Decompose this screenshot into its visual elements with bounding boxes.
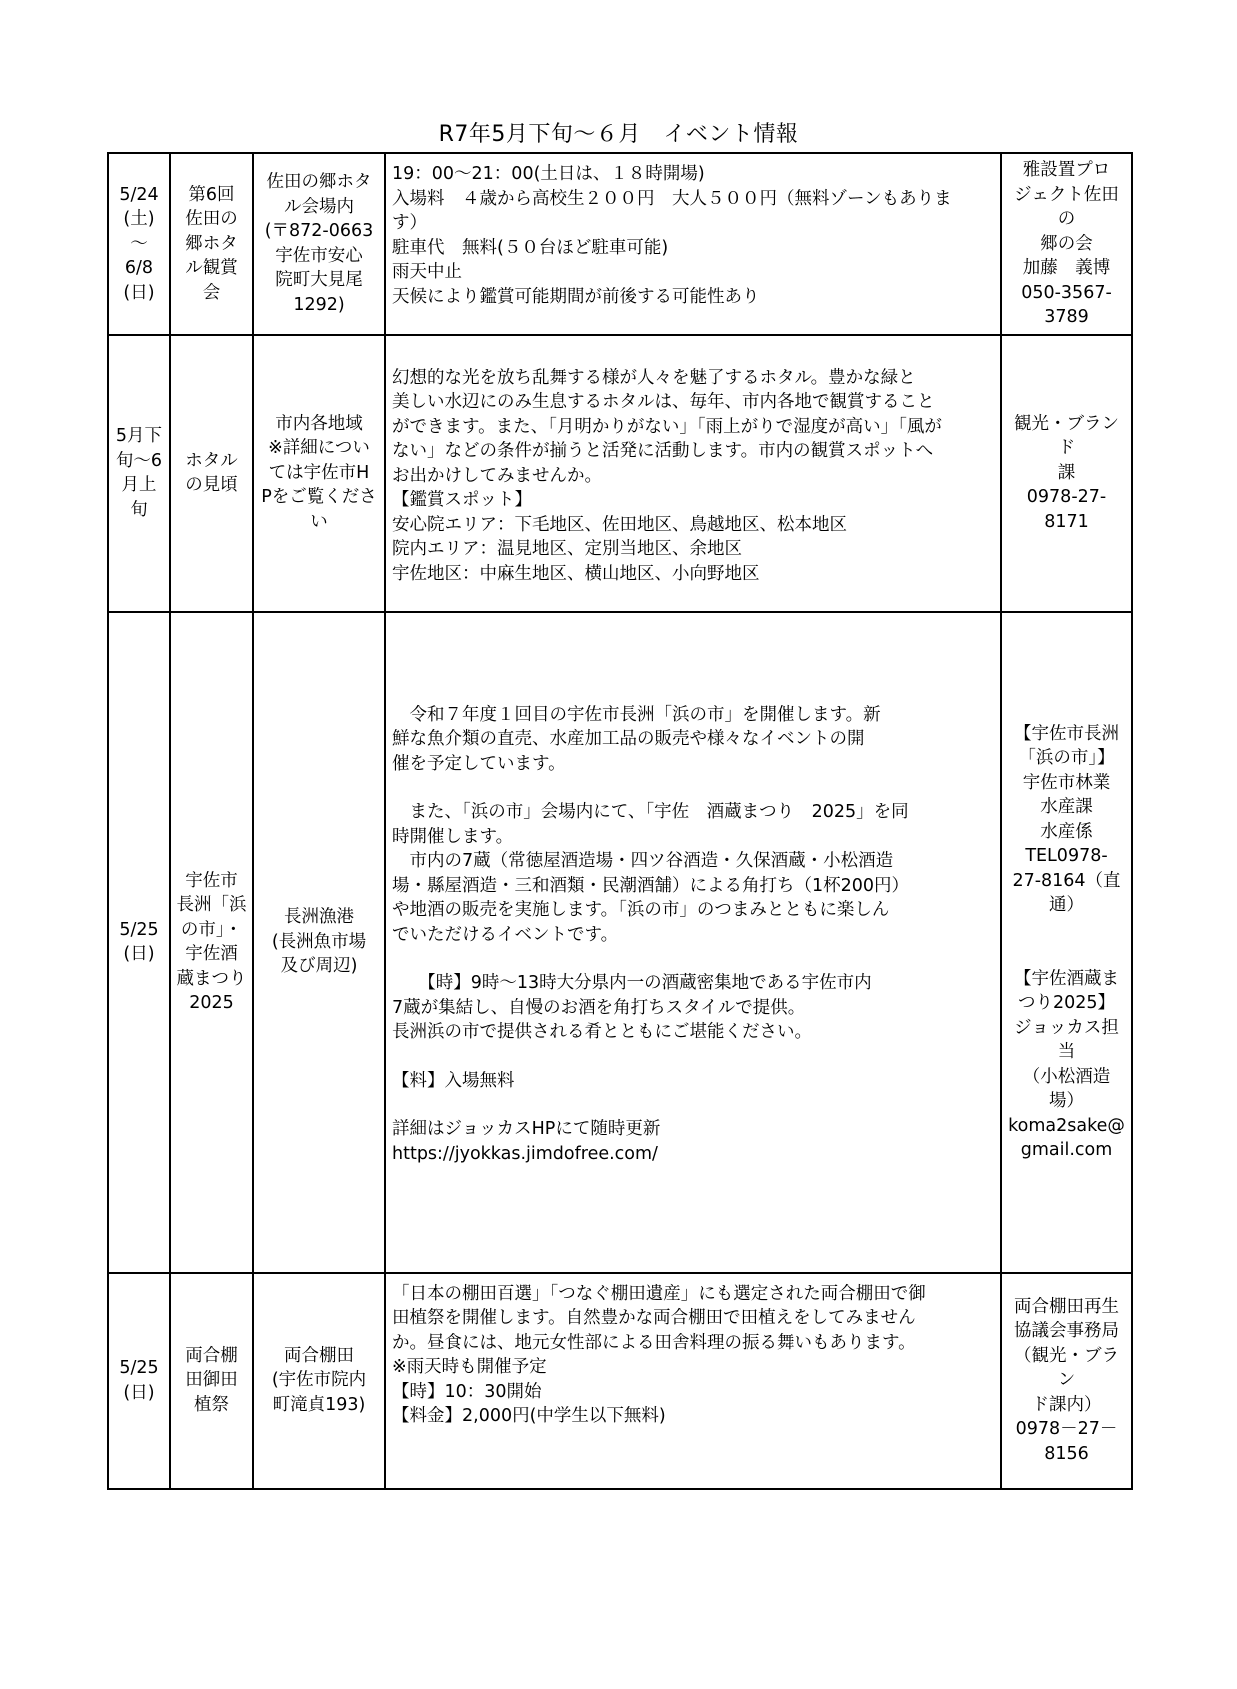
event-detail — [385, 153, 1001, 335]
event-row — [108, 335, 1132, 612]
detail-line: 院内エリア：温見地区、定別当地区、余地区 — [392, 539, 742, 559]
event-place: 両合棚田 (宇佐市院内 町滝貞193) — [253, 1273, 385, 1489]
detail-line: か。昼食には、地元女性部による田舎料理の振る舞いもあります。 — [392, 1332, 916, 1353]
detail-line: 7蔵が集結し、自慢のお酒を角打ちスタイルで提供。 — [392, 997, 806, 1018]
event-place: 市内各地域 ※詳細につい ては宇佐市H Pをご覧くださ い — [253, 335, 385, 612]
event-name: 両合棚 田御田 植祭 — [170, 1273, 253, 1489]
page-title: R7年5月下旬～６月 イベント情報 — [438, 122, 799, 147]
detail-line: 【料金】2,000円(中学生以下無料) — [392, 1406, 666, 1426]
detail-line: 令和７年度１回目の宇佐市長洲「浜の市」を開催します。新 — [392, 704, 881, 725]
detail-line: 安心院エリア：下毛地区、佐田地区、鳥越地区、松本地区 — [392, 514, 847, 535]
detail-line: 美しい水辺にのみ生息するホタルは、毎年、市内各地で観賞すること — [392, 392, 935, 412]
event-row — [108, 1273, 1132, 1489]
detail-line: 幻想的な光を放ち乱舞する様が人々を魅了するホタル。豊かな緑と — [392, 367, 916, 388]
detail-line: 詳細はジョッカスHPにて随時更新 — [392, 1119, 661, 1139]
event-contact: 【宇佐市長洲 「浜の市」】 宇佐市林業 水産課 水産係 TEL0978- 27-8164（直 通） 【宇佐酒蔵ま つり2025】 ジョッカス担 当 （小松酒造 場） koma2sake@ gmail.com — [1001, 612, 1132, 1273]
detail-line: 催を予定しています。 — [392, 753, 566, 774]
detail-line: また、「浜の市」会場内にて、「宇佐 酒蔵まつり 2025」を同 — [392, 802, 909, 822]
detail-line: お出かけしてみませんか。 — [392, 465, 602, 486]
detail-line: 【料】入場無料 — [392, 1070, 515, 1091]
detail-line: す） — [392, 213, 427, 233]
event-contact: 観光・ブランド 課 0978-27-8171 — [1001, 335, 1132, 612]
detail-line: や地酒の販売を実施します。「浜の市」のつまみとともに楽しん — [392, 900, 890, 920]
event-contact: 両合棚田再生 協議会事務局 （観光・ブラン ド課内） 0978－27－ 8156 — [1001, 1273, 1132, 1489]
event-contact: 雅設置プロ ジェクト佐田の 郷の会 加藤 義博 050-3567- 3789 — [1001, 153, 1132, 335]
detail-line: 【時】10：30開始 — [392, 1381, 542, 1402]
event-name: ホタル の見頃 — [170, 335, 253, 612]
event-row — [108, 153, 1132, 335]
event-detail — [385, 335, 1001, 612]
event-name: 第6回 佐田の 郷ホタ ル観賞 会 — [170, 153, 253, 335]
event-detail — [385, 1273, 1001, 1489]
detail-line: 19：00～21：00(土日は、１８時開場) — [392, 164, 705, 184]
event-table — [107, 152, 1133, 1490]
event-place: 佐田の郷ホタ ル会場内 (〒872-0663 宇佐市安心 院町大見尾 1292) — [253, 153, 385, 335]
detail-line: 天候により鑑賞可能期間が前後する可能性あり — [392, 286, 760, 307]
event-place: 長洲漁港 (長洲魚市場 及び周辺) — [253, 612, 385, 1273]
detail-line: 【時】9時～13時大分県内一の酒蔵密集地である宇佐市内 — [392, 973, 872, 993]
detail-line: 市内の7蔵（常徳屋酒造場・四ツ谷酒造・久保酒蔵・小松酒造 — [392, 851, 894, 871]
event-date: 5/24 (土) ～ 6/8 (日) — [108, 153, 170, 335]
detail-line: https://jyokkas.jimdofree.com/ — [392, 1143, 658, 1164]
event-date: 5月下 旬～6 月上 旬 — [108, 335, 170, 612]
detail-line: 時開催します。 — [392, 826, 514, 847]
detail-line: ※雨天時も開催予定 — [392, 1357, 547, 1377]
detail-line: ができます。また、「月明かりがない」「雨上がりで湿度が高い」「風が — [392, 416, 942, 437]
detail-line: ない」などの条件が揃うと活発に活動します。市内の観賞スポットへ — [392, 441, 934, 461]
detail-line: 場・縣屋酒造・三和酒類・民潮酒舗）による角打ち（1杯200円） — [392, 875, 910, 896]
detail-line: 入場料 ４歳から高校生２００円 大人５００円（無料ゾーンもありま — [392, 188, 952, 209]
event-detail — [385, 612, 1001, 1273]
detail-line: 雨天中止 — [392, 262, 462, 282]
event-date: 5/25 (日) — [108, 612, 170, 1273]
detail-line: 駐車代 無料(５０台ほど駐車可能) — [392, 237, 669, 258]
detail-line: 宇佐地区：中麻生地区、横山地区、小向野地区 — [392, 563, 760, 584]
event-row — [108, 612, 1132, 1273]
detail-line: 田植祭を開催します。自然豊かな両合棚田で田植えをしてみません — [392, 1308, 916, 1328]
event-name: 宇佐市 長洲「浜 の市」・ 宇佐酒 蔵まつり 2025 — [170, 612, 253, 1273]
detail-line: 【鑑賞スポット】 — [392, 490, 532, 510]
event-date: 5/25 (日) — [108, 1273, 170, 1489]
detail-line: 「日本の棚田百選」「つなぐ棚田遺産」にも選定された両合棚田で御 — [392, 1283, 926, 1304]
detail-line: 鮮な魚介類の直売、水産加工品の販売や様々なイベントの開 — [392, 729, 865, 749]
detail-line: 長洲浜の市で提供される肴とともにご堪能ください。 — [392, 1022, 812, 1042]
detail-line: でいただけるイベントです。 — [392, 924, 619, 945]
